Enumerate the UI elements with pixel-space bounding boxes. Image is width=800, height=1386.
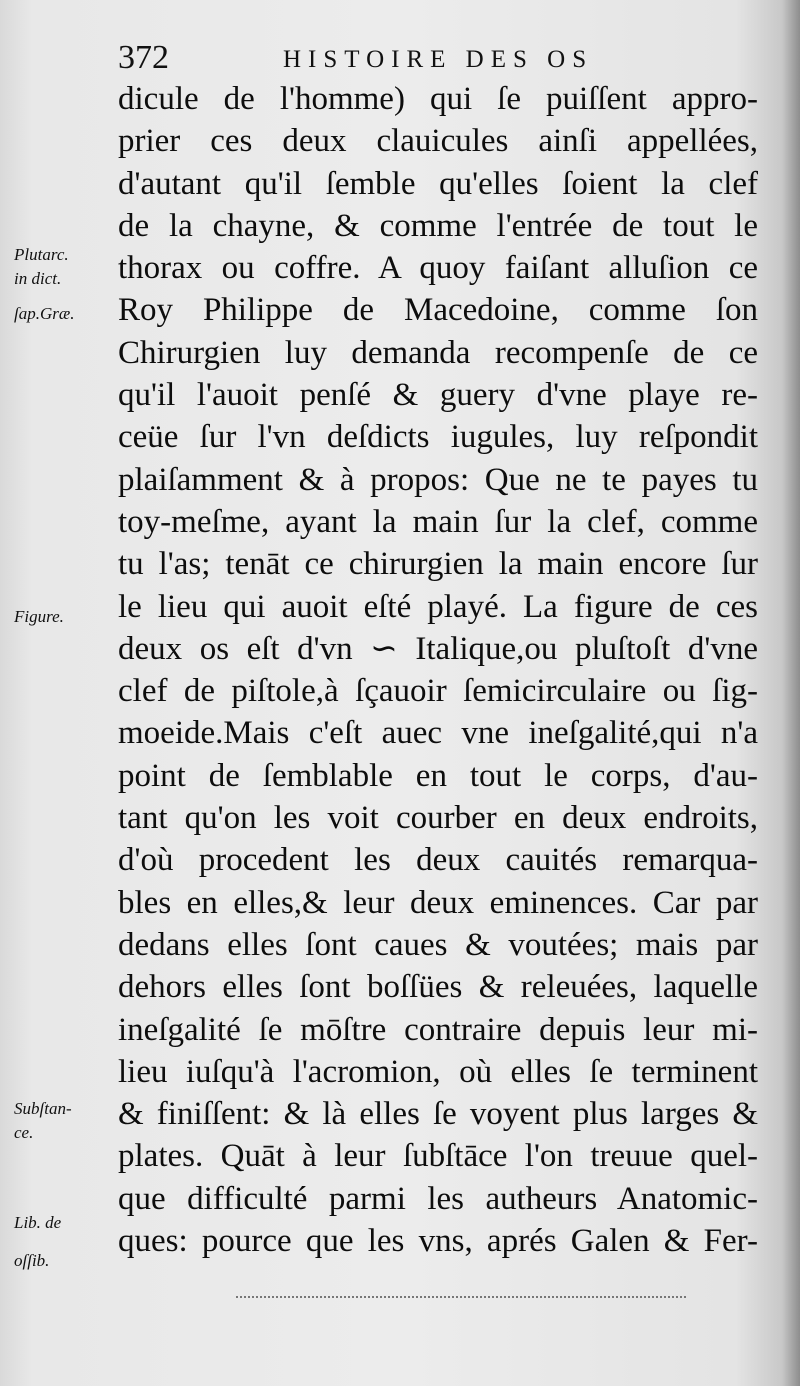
body-text (118, 78, 758, 1262)
page-header (118, 38, 738, 78)
text-line: ques: pource que les vns, aprés Galen & Fer- (118, 1223, 758, 1260)
text-line: clef de piſtole,à ſçauoir ſemicirculaire ou ſig- (118, 673, 758, 710)
text-line: toy-meſme, ayant la main ſur la clef, comme (118, 503, 758, 540)
text-line: deux os eſt d'vn ∽ Italique,ou pluſtoſt d'vne (118, 630, 758, 667)
text-line: dedans elles ſont caues & voutées; mais par (118, 926, 758, 963)
margin-note-figure: Figure. (14, 607, 64, 626)
text-line: plates. Quāt à leur ſubſtāce l'on treuue quel- (118, 1138, 758, 1175)
running-head: HISTOIRE DES OS (283, 46, 594, 73)
margin-note-substance-1: Subſtan- (14, 1099, 72, 1118)
margin-note-lib-1: Lib. de (14, 1213, 62, 1232)
text-line: ceüe ſur l'vn deſdicts iugules, luy reſpondit (118, 419, 758, 456)
margin-note-plutarch-1: Plutarc. (14, 245, 69, 264)
text-line: dehors elles ſont boſſües & releuées, laquelle (118, 969, 758, 1006)
margin-note-plutarch-3: ſap.Græ. (14, 304, 75, 323)
text-line: dicule de l'homme) qui ſe puiſſent appro- (118, 81, 758, 117)
text-line: tu l'as; tenāt ce chirurgien la main encore ſur (118, 546, 758, 583)
bottom-rule (236, 1296, 686, 1300)
page-number: 372 (118, 39, 169, 76)
text-line: ineſgalité ſe mōſtre contraire depuis leur mi- (118, 1011, 758, 1048)
text-line: Roy Philippe de Macedoine, comme ſon (118, 292, 758, 329)
text-line: moeide.Mais c'eſt auec vne ineſgalité,qui n'a (118, 715, 758, 752)
margin-note-plutarch-2: in dict. (14, 269, 62, 288)
text-line: tant qu'on les voit courber en deux endroits, (118, 800, 758, 837)
text-line: qu'il l'auoit penſé & guery d'vne playe re- (118, 377, 758, 414)
text-line: prier ces deux clauicules ainſi appellées, (118, 123, 758, 160)
text-line: thorax ou coffre. A quoy faiſant alluſion ce (118, 250, 758, 287)
text-line: que difficulté parmi les autheurs Anatomic- (118, 1180, 758, 1217)
margin-note-lib-2: oſſib. (14, 1251, 50, 1270)
text-line: bles en elles,& leur deux eminences. Car par (118, 884, 758, 921)
text-line: d'autant qu'il ſemble qu'elles ſoient la clef (118, 165, 758, 202)
margin-note-substance-2: ce. (14, 1123, 34, 1142)
text-line: Chirurgien luy demanda recompenſe de ce (118, 334, 758, 371)
text-line: point de ſemblable en tout le corps, d'au- (118, 757, 758, 794)
text-line: d'où procedent les deux cauités remarqua- (118, 842, 758, 879)
text-line: & finiſſent: & là elles ſe voyent plus larges & (118, 1096, 758, 1133)
text-line: plaiſamment & à propos: Que ne te payes tu (118, 461, 758, 498)
text-line: le lieu qui auoit eſté playé. La figure de ces (118, 588, 758, 625)
text-line: de la chayne, & comme l'entrée de tout le (118, 207, 758, 244)
text-line: lieu iuſqu'à l'acromion, où elles ſe terminent (118, 1053, 758, 1090)
page-edge-shadow (782, 0, 800, 1386)
